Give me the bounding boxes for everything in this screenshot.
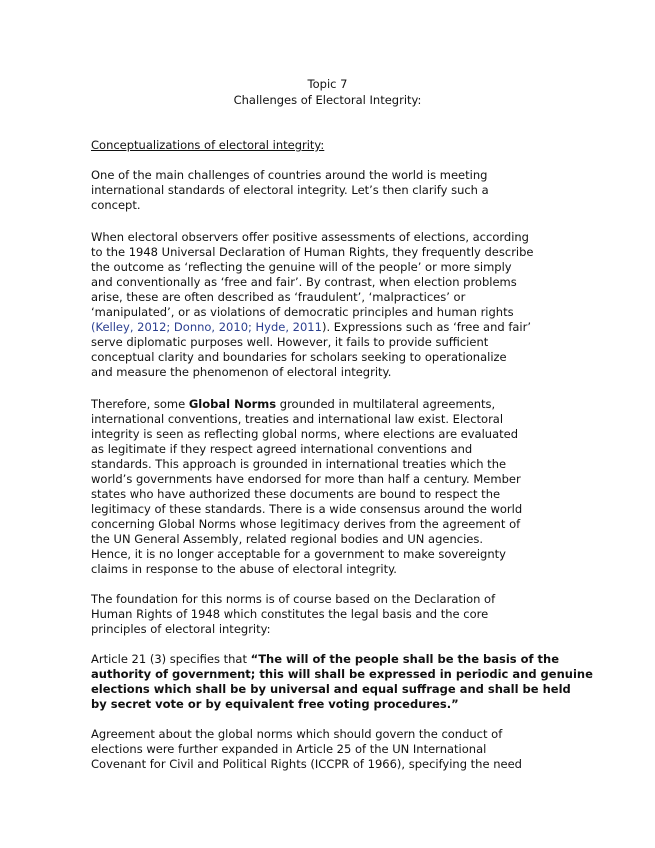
- text-line: claims in response to the abuse of electoral integrity.: [91, 562, 397, 576]
- text-line: and measure the phenomenon of electoral integrity.: [91, 365, 392, 379]
- text-line: [91, 652, 561, 667]
- text-line: conceptual clarity and boundaries for scholars seeking to operationalize: [91, 350, 507, 364]
- article-quote-line: authority of government; this will shall be expressed in periodic and genuine: [91, 667, 593, 681]
- text-line: to the 1948 Universal Declaration of Human Rights, they frequently describe: [91, 245, 534, 259]
- text-line: states who have authorized these documents are bound to respect the: [91, 487, 501, 501]
- text-line: legitimacy of these standards. There is a wide consensus around the world: [91, 502, 523, 516]
- text-line: One of the main challenges of countries around the world is meeting: [91, 168, 488, 182]
- text-line: Human Rights of 1948 which constitutes the legal basis and the core: [91, 607, 489, 621]
- text-line: concept.: [91, 198, 141, 212]
- paragraph-article-21: [91, 652, 593, 712]
- article-quote-line: elections which shall be by universal and equal suffrage and shall be held: [91, 682, 571, 696]
- text-line: world’s governments have endorsed for more than half a century. Member: [91, 472, 521, 486]
- text-fragment: Article 21 (3) specifies that: [91, 652, 251, 666]
- text-fragment: Therefore, some: [91, 397, 189, 411]
- paragraph-foundation: [91, 592, 561, 637]
- text-line: integrity is seen as reflecting global norms, where elections are evaluated: [91, 427, 519, 441]
- text-line: arise, these are often described as ‘fraudulent’, ‘malpractices’ or: [91, 290, 466, 304]
- citation-open: (: [91, 320, 96, 334]
- text-line: the outcome as ‘reflecting the genuine will of the people’ or more simply: [91, 260, 512, 274]
- article-quote: “The will of the people shall be the basis of the: [250, 652, 560, 666]
- text-line: serve diplomatic purposes well. However, it fails to provide sufficient: [91, 335, 489, 349]
- text-line: as legitimate if they respect agreed international conventions and: [91, 442, 473, 456]
- text-line: When electoral observers offer positive assessments of elections, according: [91, 230, 529, 244]
- paragraph-intro: [91, 168, 561, 213]
- paragraph-article-25: [91, 727, 561, 772]
- paragraph-global-norms: [91, 397, 561, 577]
- text-line: elections were further expanded in Article 25 of the UN International: [91, 742, 487, 756]
- paragraph-observers: [91, 230, 561, 380]
- global-norms-term: Global Norms: [188, 397, 277, 411]
- text-line: Covenant for Civil and Political Rights (ICCPR of 1966), specifying the need: [91, 757, 522, 771]
- text-line: principles of electoral integrity:: [91, 622, 271, 636]
- article-quote-line: by secret vote or by equivalent free voting procedures.”: [91, 697, 459, 711]
- section-heading: Conceptualizations of electoral integrity:: [91, 138, 325, 152]
- text-line: international conventions, treaties and international law exist. Electoral: [91, 412, 504, 426]
- text-line: [91, 397, 561, 412]
- citation-link[interactable]: Kelley, 2012; Donno, 2010; Hyde, 2011: [95, 320, 322, 334]
- text-line: ‘manipulated’, or as violations of democratic principles and human rights: [91, 305, 514, 319]
- text-line: international standards of electoral integrity. Let’s then clarify such a: [91, 183, 489, 197]
- text-line-with-citation: [91, 320, 561, 335]
- text-line: The foundation for this norms is of course based on the Declaration of: [91, 592, 496, 606]
- topic-number: Topic 7: [307, 77, 348, 91]
- text-line: concerning Global Norms whose legitimacy derives from the agreement of: [91, 517, 521, 531]
- text-fragment: grounded in multilateral agreements,: [276, 397, 496, 411]
- text-line: standards. This approach is grounded in international treaties which the: [91, 457, 507, 471]
- text-line: and conventionally as ‘free and fair’. By contrast, when election problems: [91, 275, 517, 289]
- text-fragment: ). Expressions such as ‘free and fair’: [321, 320, 532, 334]
- text-line: the UN General Assembly, related regional bodies and UN agencies.: [91, 532, 483, 546]
- text-line: Hence, it is no longer acceptable for a government to make sovereignty: [91, 547, 506, 561]
- text-line: Agreement about the global norms which should govern the conduct of: [91, 727, 503, 741]
- page-title: Challenges of Electoral Integrity:: [233, 93, 422, 107]
